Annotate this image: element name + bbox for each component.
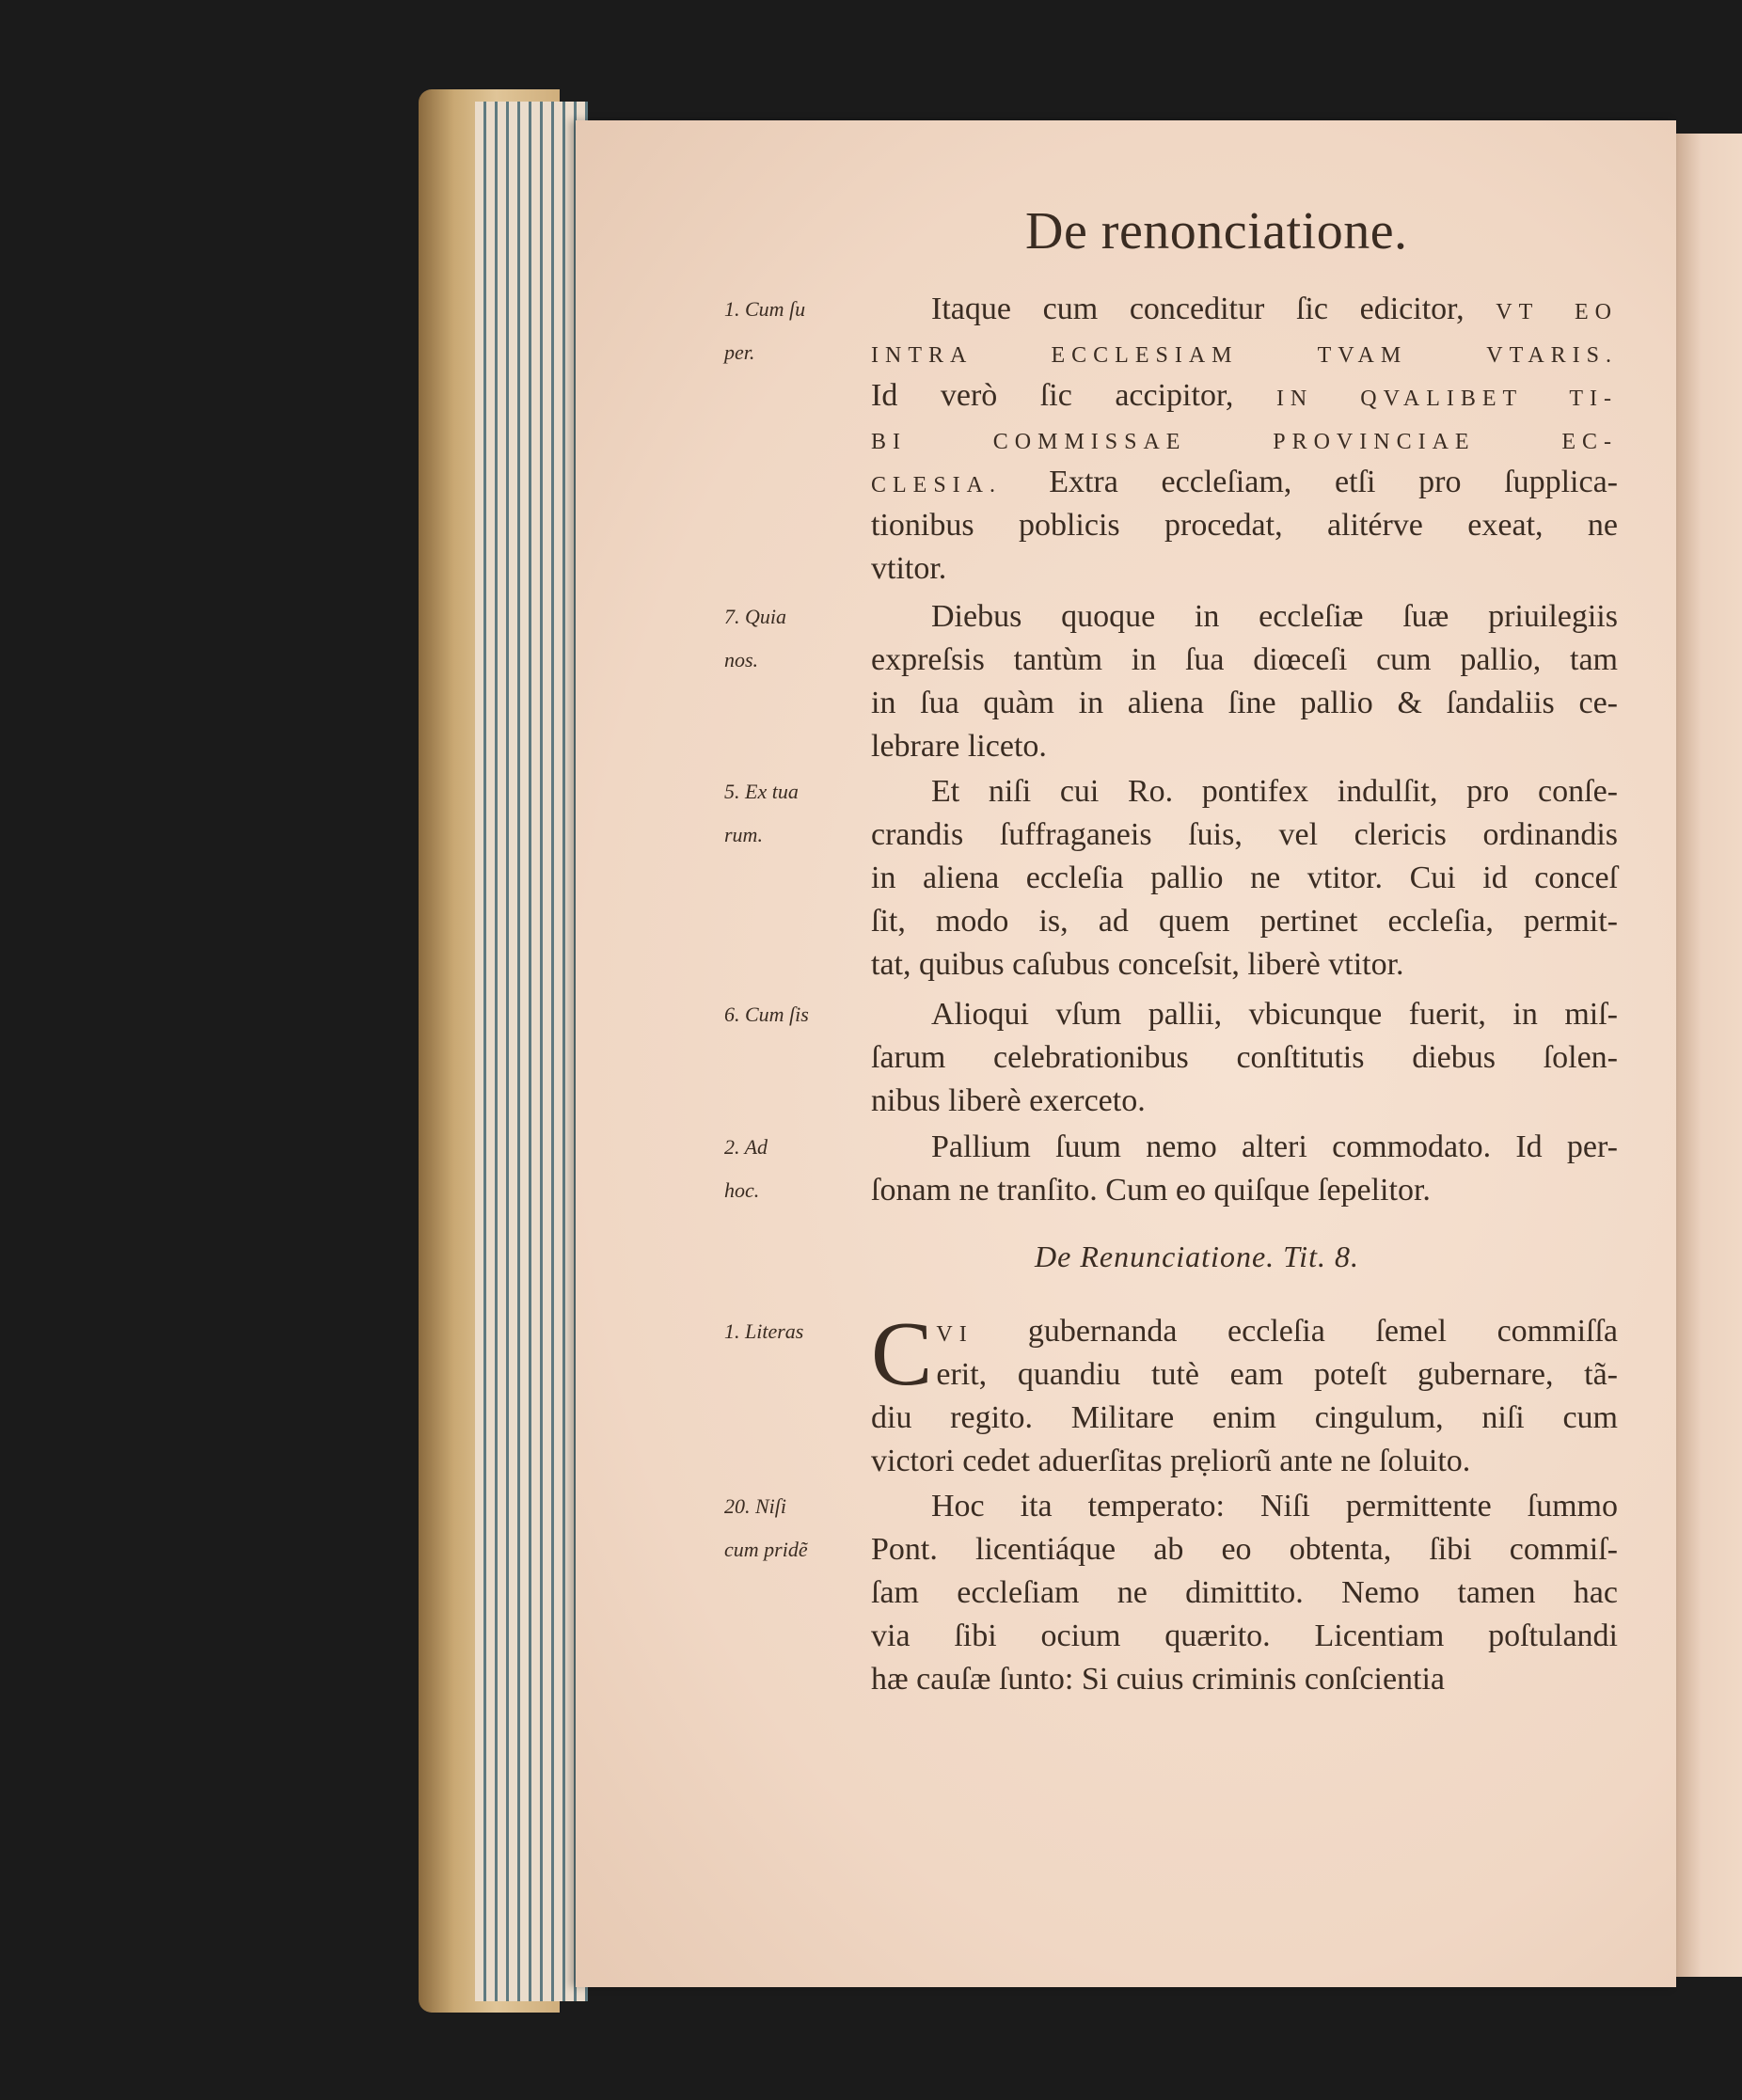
margin-note-line: 2. Ad: [724, 1135, 768, 1159]
margin-note-line: 7. Quia: [724, 605, 786, 628]
margin-note-line: rum.: [724, 823, 763, 846]
text-segment: via ſibi ocium quærito. Licentiam poſtulandi: [871, 1618, 1618, 1653]
text-line: [871, 1528, 1618, 1571]
margin-note-line: per.: [724, 340, 755, 364]
margin-note-line: hoc.: [724, 1178, 760, 1202]
text-line: [871, 288, 1618, 331]
text-line: [871, 331, 1618, 374]
paragraph: [871, 288, 1618, 591]
text-segment: Pont. licentiáque ab eo obtenta, ſibi commiſ-: [871, 1532, 1618, 1567]
text-segment: crandis ſuffraganeis ſuis, vel clericis ordinandis: [871, 817, 1618, 852]
small-caps-text: BI COMMISSAE PROVINCIAE EC-: [871, 430, 1618, 454]
margin-note: [724, 595, 865, 682]
text-line: [871, 504, 1618, 547]
text-line: [871, 374, 1618, 418]
facing-page-edge: [1674, 134, 1742, 1977]
text-segment: Itaque cum conceditur ſic edicitor,: [931, 292, 1497, 326]
margin-note-line: nos.: [724, 648, 759, 671]
text-line: [871, 1036, 1618, 1080]
text-line: [871, 725, 1618, 768]
margin-note: [724, 288, 865, 374]
small-caps-text: VI: [936, 1322, 1028, 1347]
text-line: [871, 1440, 1618, 1483]
page-stack: [475, 102, 588, 2001]
text-segment: ſonam ne tranſito. Cum eo quiſque ſepelitor.: [871, 1173, 1431, 1208]
margin-note-line: 1. Literas: [724, 1319, 804, 1343]
text-segment: Id verò ſic accipitor,: [871, 378, 1276, 413]
text-segment: tat, quibus caſubus conceſsit, liberè vtitor.: [871, 947, 1404, 982]
text-line: [871, 1485, 1618, 1528]
text-line: [871, 900, 1618, 943]
text-segment: Extra eccleſiam, etſi pro ſupplica-: [1049, 465, 1619, 499]
text-line: [871, 857, 1618, 900]
margin-note: [724, 993, 865, 1036]
drop-cap: C: [871, 1303, 933, 1405]
text-line: [871, 1615, 1618, 1658]
text-line: [871, 1169, 1618, 1212]
text-segment: in aliena eccleſia pallio ne vtitor. Cui id conceſ: [871, 861, 1618, 895]
text-segment: Hoc ita temperato: Niſi permittente ſummo: [931, 1489, 1618, 1524]
paragraph: [871, 1303, 1619, 1483]
margin-note-line: 20. Niſi: [724, 1494, 787, 1518]
text-segment: victori cedet aduerſitas prẹliorũ ante ne ſoluito.: [871, 1444, 1471, 1478]
text-segment: diu regito. Militare enim cingulum, niſi cum: [871, 1400, 1618, 1435]
paragraph: [871, 1126, 1618, 1212]
text-segment: tionibus poblicis procedat, alitérve exeat, ne: [871, 508, 1618, 543]
text-segment: ſit, modo is, ad quem pertinet eccleſia, permit-: [871, 904, 1618, 939]
text-line: [871, 770, 1618, 813]
text-segment: Et niſi cui Ro. pontifex indulſit, pro conſe-: [931, 774, 1618, 809]
text-line: [871, 418, 1618, 461]
text-line: [871, 595, 1618, 639]
text-line: [871, 1310, 1618, 1353]
text-line: [871, 639, 1618, 682]
text-segment: Diebus quoque in eccleſiæ ſuæ priuilegiis: [931, 599, 1618, 634]
margin-note-line: 6. Cum ſis: [724, 1003, 809, 1026]
small-caps-text: VT EO: [1496, 300, 1618, 324]
text-line: [871, 1571, 1618, 1615]
text-segment: expreſsis tantùm in ſua diœceſi cum pallio, tam: [871, 642, 1618, 677]
text-segment: hæ cauſæ ſunto: Si cuius criminis conſcientia: [871, 1662, 1446, 1697]
text-line: [871, 1658, 1618, 1701]
section-heading: De Renunciatione. Tit. 8.: [1035, 1239, 1359, 1273]
text-segment: ſam eccleſiam ne dimittito. Nemo tamen hac: [871, 1575, 1618, 1610]
text-line: [871, 943, 1618, 987]
text-line: [871, 547, 1618, 591]
text-segment: vtitor.: [871, 551, 947, 586]
text-segment: in ſua quàm in aliena ſine pallio & ſandaliis ce-: [871, 686, 1618, 720]
text-segment: ſarum celebrationibus conſtitutis diebus ſolen-: [871, 1040, 1618, 1075]
margin-note: [724, 1485, 865, 1571]
text-segment: gubernanda eccleſia ſemel commiſſa: [1027, 1314, 1619, 1349]
paragraph: [871, 993, 1618, 1123]
margin-note: [724, 1310, 865, 1353]
text-segment: Alioqui vſum pallii, vbicunque fuerit, in miſ-: [931, 997, 1618, 1032]
text-segment: nibus liberè exerceto.: [871, 1083, 1146, 1118]
text-line: [871, 1080, 1618, 1123]
text-line: [871, 461, 1618, 504]
text-line: [871, 682, 1618, 725]
small-caps-text: IN QVALIBET TI-: [1275, 387, 1618, 411]
margin-note-line: cum pridẽ: [724, 1538, 808, 1561]
paragraph: [871, 595, 1618, 768]
paragraph: [871, 1485, 1618, 1701]
margin-note-line: 1. Cum ſu: [724, 297, 806, 321]
margin-note: [724, 770, 865, 857]
text-line: [871, 1126, 1618, 1169]
text-line: [871, 993, 1618, 1036]
text-line: [871, 813, 1618, 857]
small-caps-text: INTRA ECCLESIAM TVAM VTARIS.: [871, 343, 1618, 368]
small-caps-text: CLESIA.: [871, 473, 1050, 497]
paragraph: [871, 770, 1618, 987]
text-segment: Pallium ſuum nemo alteri commodato. Id per-: [931, 1129, 1618, 1164]
margin-note-line: 5. Ex tua: [724, 780, 799, 803]
text-line: [871, 1397, 1618, 1440]
text-segment: lebrare liceto.: [871, 729, 1047, 764]
page-title: De renonciatione.: [1025, 202, 1408, 261]
margin-note: [724, 1126, 865, 1212]
text-line: [871, 1353, 1618, 1397]
text-segment: erit, quandiu tutè eam poteſt gubernare, tã-: [936, 1357, 1618, 1392]
